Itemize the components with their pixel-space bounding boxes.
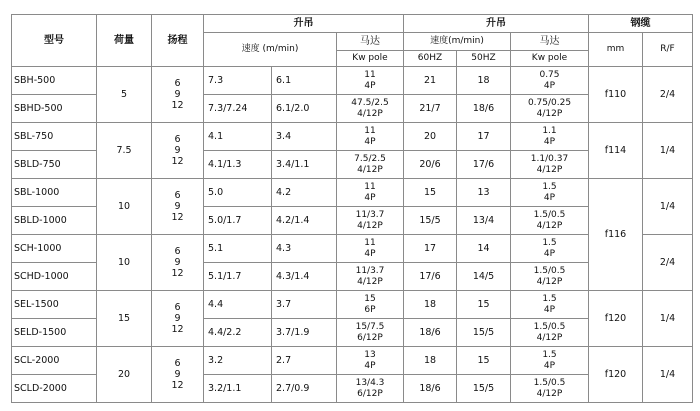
model-cell: SBH-500: [12, 67, 97, 95]
table-row: [12, 123, 693, 151]
motor-1-cell: [337, 95, 404, 123]
header-model: 型号: [12, 15, 97, 67]
motor-1-cell: [337, 151, 404, 179]
lift-cell: [152, 235, 204, 291]
speed-50hz-cell: 15/5: [457, 319, 511, 347]
speed-1a-cell: 7.3/7.24: [204, 95, 272, 123]
motor-1-cell: [337, 291, 404, 319]
lift-value: 9: [174, 257, 181, 268]
speed-1b-cell: 4.3: [272, 235, 337, 263]
header-speed-2: 速度(m/min): [404, 33, 511, 51]
motor-2-cell: [511, 235, 589, 263]
motor-2-value: 0.75/0.25: [527, 97, 572, 108]
speed-1b-cell: 2.7/0.9: [272, 375, 337, 403]
speed-60hz-cell: 18/6: [404, 375, 457, 403]
cable-mm-cell: f120: [589, 291, 643, 347]
motor-1-value: 11: [364, 69, 376, 80]
motor-2-value: 0.75: [539, 69, 560, 80]
speed-1a-cell: 4.4/2.2: [204, 319, 272, 347]
motor-2-value: 4/12P: [536, 108, 563, 119]
lift-value: 6: [174, 358, 181, 369]
lift-value: 9: [174, 145, 181, 156]
header-load: 荷量: [97, 15, 152, 67]
load-cell: 7.5: [97, 123, 152, 179]
lift-value: 12: [171, 100, 184, 111]
header-motor-1: 马达: [337, 33, 404, 51]
header-hoist-2: 升吊: [404, 15, 589, 33]
lift-value: 12: [171, 156, 184, 167]
cable-rf-cell: 2/4: [643, 235, 693, 291]
motor-1-value: 15/7.5: [355, 321, 385, 332]
speed-50hz-cell: 15/5: [457, 375, 511, 403]
model-cell: SEL-1500: [12, 291, 97, 319]
motor-2-value: 1.5: [542, 349, 557, 360]
cable-mm-cell: f110: [589, 67, 643, 123]
model-cell: SCHD-1000: [12, 263, 97, 291]
motor-1-value: 11/3.7: [355, 209, 385, 220]
lift-value: 12: [171, 268, 184, 279]
speed-1a-cell: 4.1: [204, 123, 272, 151]
speed-60hz-cell: 18: [404, 291, 457, 319]
lift-cell: [152, 347, 204, 403]
motor-1-cell: [337, 67, 404, 95]
speed-60hz-cell: 18/6: [404, 319, 457, 347]
load-cell: 20: [97, 347, 152, 403]
motor-2-value: 1.1/0.37: [530, 153, 569, 164]
motor-1-cell: [337, 179, 404, 207]
speed-50hz-cell: 17: [457, 123, 511, 151]
speed-60hz-cell: 21/7: [404, 95, 457, 123]
speed-1b-cell: 4.3/1.4: [272, 263, 337, 291]
speed-50hz-cell: 18: [457, 67, 511, 95]
motor-2-cell: [511, 347, 589, 375]
cable-rf-cell: 1/4: [643, 347, 693, 403]
motor-2-value: 1.5/0.5: [533, 209, 566, 220]
motor-2-value: 4P: [543, 248, 556, 259]
motor-1-value: 6P: [364, 304, 376, 315]
motor-2-value: 1.5: [542, 293, 557, 304]
lift-value: 6: [174, 190, 181, 201]
speed-1a-cell: 3.2/1.1: [204, 375, 272, 403]
lift-cell: [152, 179, 204, 235]
motor-2-cell: [511, 291, 589, 319]
speed-1b-cell: 6.1: [272, 67, 337, 95]
speed-1a-cell: 7.3: [204, 67, 272, 95]
model-cell: SBLD-1000: [12, 207, 97, 235]
speed-60hz-cell: 15/5: [404, 207, 457, 235]
motor-2-value: 4/12P: [536, 276, 563, 287]
motor-2-value: 4P: [543, 80, 556, 91]
header-steel-cable: 钢缆: [589, 15, 693, 33]
table-row: [12, 291, 693, 319]
motor-1-value: 4P: [364, 248, 376, 259]
motor-1-cell: [337, 319, 404, 347]
speed-50hz-cell: 17/6: [457, 151, 511, 179]
lift-value: 6: [174, 246, 181, 257]
motor-1-cell: [337, 235, 404, 263]
lift-value: 9: [174, 89, 181, 100]
speed-1b-cell: 2.7: [272, 347, 337, 375]
motor-2-value: 4P: [543, 136, 556, 147]
motor-2-cell: [511, 375, 589, 403]
motor-1-value: 15: [364, 293, 376, 304]
lift-value: 9: [174, 313, 181, 324]
lift-value: 6: [174, 134, 181, 145]
lift-cell: [152, 123, 204, 179]
model-cell: SBL-750: [12, 123, 97, 151]
motor-1-value: 11/3.7: [355, 265, 385, 276]
motor-1-value: 11: [364, 237, 376, 248]
motor-1-cell: [337, 263, 404, 291]
motor-1-value: 11: [364, 125, 376, 136]
motor-2-value: 4/12P: [536, 388, 563, 399]
motor-1-cell: [337, 375, 404, 403]
motor-2-value: 1.5/0.5: [533, 265, 566, 276]
lift-value: 12: [171, 212, 184, 223]
speed-1a-cell: 5.1/1.7: [204, 263, 272, 291]
table-row: [12, 347, 693, 375]
table-row: [12, 67, 693, 95]
speed-1b-cell: 4.2: [272, 179, 337, 207]
motor-2-value: 4P: [543, 360, 556, 371]
motor-2-cell: [511, 207, 589, 235]
header-50hz: 50HZ: [457, 51, 511, 67]
header-rf: R/F: [643, 33, 693, 67]
cable-rf-cell: 1/4: [643, 123, 693, 179]
speed-50hz-cell: 18/6: [457, 95, 511, 123]
speed-1b-cell: 3.7: [272, 291, 337, 319]
load-cell: 15: [97, 291, 152, 347]
motor-1-value: 47.5/2.5: [351, 97, 389, 108]
header-hoist-1: 升吊: [204, 15, 404, 33]
lift-cell: [152, 291, 204, 347]
model-cell: SCLD-2000: [12, 375, 97, 403]
model-cell: SCH-1000: [12, 235, 97, 263]
motor-2-value: 1.5/0.5: [533, 321, 566, 332]
motor-2-value: 1.1: [542, 125, 557, 136]
load-cell: 5: [97, 67, 152, 123]
header-mm: mm: [589, 33, 643, 67]
motor-2-cell: [511, 319, 589, 347]
motor-1-value: 4P: [364, 192, 376, 203]
motor-2-cell: [511, 67, 589, 95]
speed-50hz-cell: 13: [457, 179, 511, 207]
motor-2-value: 1.5: [542, 237, 557, 248]
motor-2-value: 1.5/0.5: [533, 377, 566, 388]
motor-1-cell: [337, 347, 404, 375]
speed-1a-cell: 3.2: [204, 347, 272, 375]
model-cell: SBHD-500: [12, 95, 97, 123]
model-cell: SELD-1500: [12, 319, 97, 347]
speed-50hz-cell: 14: [457, 235, 511, 263]
motor-1-value: 4P: [364, 136, 376, 147]
speed-1b-cell: 3.4: [272, 123, 337, 151]
lift-value: 12: [171, 380, 184, 391]
header-60hz: 60HZ: [404, 51, 457, 67]
motor-1-value: 11: [364, 181, 376, 192]
motor-2-value: 4/12P: [536, 332, 563, 343]
motor-2-cell: [511, 151, 589, 179]
cable-rf-cell: 1/4: [643, 179, 693, 235]
motor-2-value: 1.5: [542, 181, 557, 192]
load-cell: 10: [97, 179, 152, 235]
speed-60hz-cell: 17: [404, 235, 457, 263]
motor-1-value: 6/12P: [357, 332, 383, 343]
model-cell: SCL-2000: [12, 347, 97, 375]
motor-1-value: 13: [364, 349, 376, 360]
cable-rf-cell: 1/4: [643, 291, 693, 347]
motor-2-cell: [511, 179, 589, 207]
motor-1-value: 4P: [364, 80, 376, 91]
cable-mm-cell: f120: [589, 347, 643, 403]
speed-1a-cell: 4.1/1.3: [204, 151, 272, 179]
motor-1-cell: [337, 207, 404, 235]
cable-mm-cell: f116: [589, 179, 643, 291]
speed-50hz-cell: 14/5: [457, 263, 511, 291]
motor-1-cell: [337, 123, 404, 151]
speed-1a-cell: 5.1: [204, 235, 272, 263]
motor-2-value: 4/12P: [536, 220, 563, 231]
speed-1b-cell: 3.7/1.9: [272, 319, 337, 347]
table-row: [12, 179, 693, 207]
motor-1-value: 13/4.3: [355, 377, 385, 388]
lift-value: 6: [174, 78, 181, 89]
speed-60hz-cell: 20/6: [404, 151, 457, 179]
lift-value: 9: [174, 369, 181, 380]
motor-2-cell: [511, 95, 589, 123]
motor-1-value: 4P: [364, 360, 376, 371]
speed-60hz-cell: 18: [404, 347, 457, 375]
motor-2-value: 4P: [543, 192, 556, 203]
table-body: [12, 67, 693, 403]
header-motor-1-sub: Kw pole: [337, 51, 404, 67]
speed-60hz-cell: 20: [404, 123, 457, 151]
speed-60hz-cell: 15: [404, 179, 457, 207]
lift-value: 12: [171, 324, 184, 335]
motor-2-value: 4/12P: [536, 164, 563, 175]
header-lift: 扬程: [152, 15, 204, 67]
speed-1a-cell: 4.4: [204, 291, 272, 319]
speed-60hz-cell: 21: [404, 67, 457, 95]
speed-50hz-cell: 15: [457, 347, 511, 375]
speed-1a-cell: 5.0: [204, 179, 272, 207]
motor-2-value: 4P: [543, 304, 556, 315]
lift-value: 6: [174, 302, 181, 313]
speed-1a-cell: 5.0/1.7: [204, 207, 272, 235]
speed-1b-cell: 3.4/1.1: [272, 151, 337, 179]
motor-1-value: 4/12P: [357, 276, 383, 287]
spec-table: [11, 14, 693, 403]
motor-2-cell: [511, 123, 589, 151]
speed-60hz-cell: 17/6: [404, 263, 457, 291]
speed-50hz-cell: 15: [457, 291, 511, 319]
header-motor-2-sub: Kw pole: [511, 51, 589, 67]
lift-cell: [152, 67, 204, 123]
speed-1b-cell: 4.2/1.4: [272, 207, 337, 235]
speed-1b-cell: 6.1/2.0: [272, 95, 337, 123]
motor-1-value: 7.5/2.5: [354, 153, 386, 164]
motor-1-value: 4/12P: [357, 108, 383, 119]
motor-1-value: 4/12P: [357, 220, 383, 231]
header-motor-2: 马达: [511, 33, 589, 51]
header-speed-1: 速度 (m/min): [204, 33, 337, 67]
lift-value: 9: [174, 201, 181, 212]
model-cell: SBLD-750: [12, 151, 97, 179]
motor-2-cell: [511, 263, 589, 291]
motor-1-value: 4/12P: [357, 164, 383, 175]
cable-mm-cell: f114: [589, 123, 643, 179]
speed-50hz-cell: 13/4: [457, 207, 511, 235]
motor-1-value: 6/12P: [357, 388, 383, 399]
model-cell: SBL-1000: [12, 179, 97, 207]
cable-rf-cell: 2/4: [643, 67, 693, 123]
load-cell: 10: [97, 235, 152, 291]
